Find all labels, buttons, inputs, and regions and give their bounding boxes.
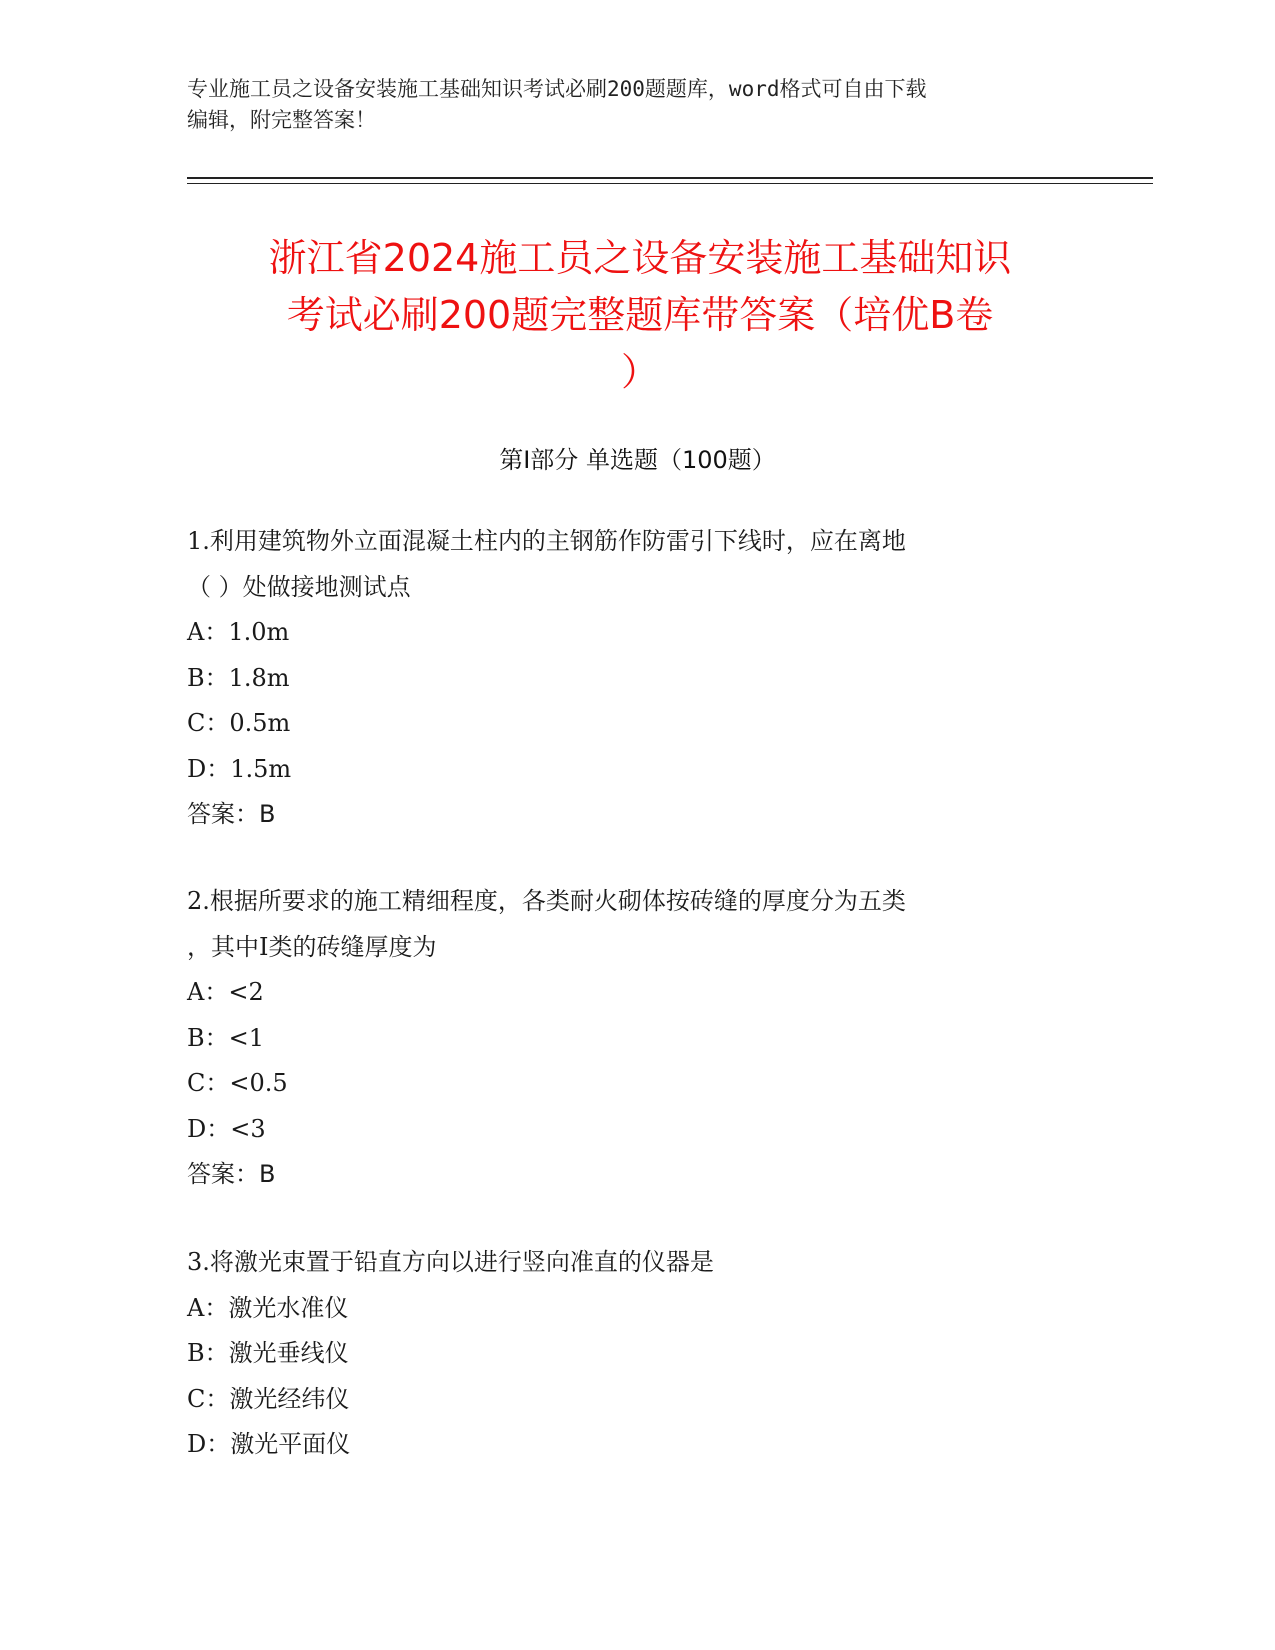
question-3-option-a: A：激光水准仪 [187,1293,349,1322]
document-title-line-1: 浙江省2024施工员之设备安装施工基础知识 [268,236,1012,280]
question-2-stem-line-1: 2.根据所要求的施工精细程度，各类耐火砌体按砖缝的厚度分为五类 [187,887,906,915]
question-1-stem-line-1: 1.利用建筑物外立面混凝土柱内的主钢筋作防雷引下线时，应在离地 [187,527,906,555]
header-rule-thin [187,183,1153,184]
header-note [187,74,1087,136]
question-1-option-b: B：1.8m [187,663,290,692]
question-3-option-c: C：激光经纬仪 [187,1384,350,1413]
question-1 [187,519,1087,838]
document-title-line-2: 考试必刷200题完整题库带答案（培优B卷 [286,293,994,337]
question-2-option-c: C：<0.5 [187,1069,288,1097]
question-2-option-b: B：<1 [187,1023,265,1052]
question-2-stem-line-2: ，其中Ⅰ类的砖缝厚度为 [187,932,437,961]
question-1-option-c: C：0.5m [187,709,291,737]
document-title-line-3: ） [620,350,659,394]
question-2 [187,879,1087,1198]
header-note-line-2: 编辑，附完整答案！ [187,108,376,132]
question-2-option-a: A：<2 [187,978,264,1006]
question-3-stem-line-1: 3.将激光束置于铅直方向以进行竖向准直的仪器是 [187,1248,714,1276]
question-1-answer: 答案：B [187,800,276,828]
question-3-option-d: D：激光平面仪 [187,1430,351,1458]
question-3-option-b: B：激光垂线仪 [187,1339,349,1367]
question-1-option-a: A：1.0m [187,618,290,646]
question-1-option-d: D：1.5m [187,754,292,783]
section-heading: 第I部分 单选题（100题） [499,446,776,474]
header-rule-thick [187,177,1153,179]
header-note-line-1: 专业施工员之设备安装施工基础知识考试必刷200题题库，word格式可自由下载 [187,77,927,101]
question-1-stem-line-2: （ ）处做接地测试点 [187,572,411,601]
question-2-answer: 答案：B [187,1160,276,1188]
document-title [180,230,1100,401]
question-2-option-d: D：<3 [187,1114,266,1143]
question-3 [187,1240,1087,1468]
